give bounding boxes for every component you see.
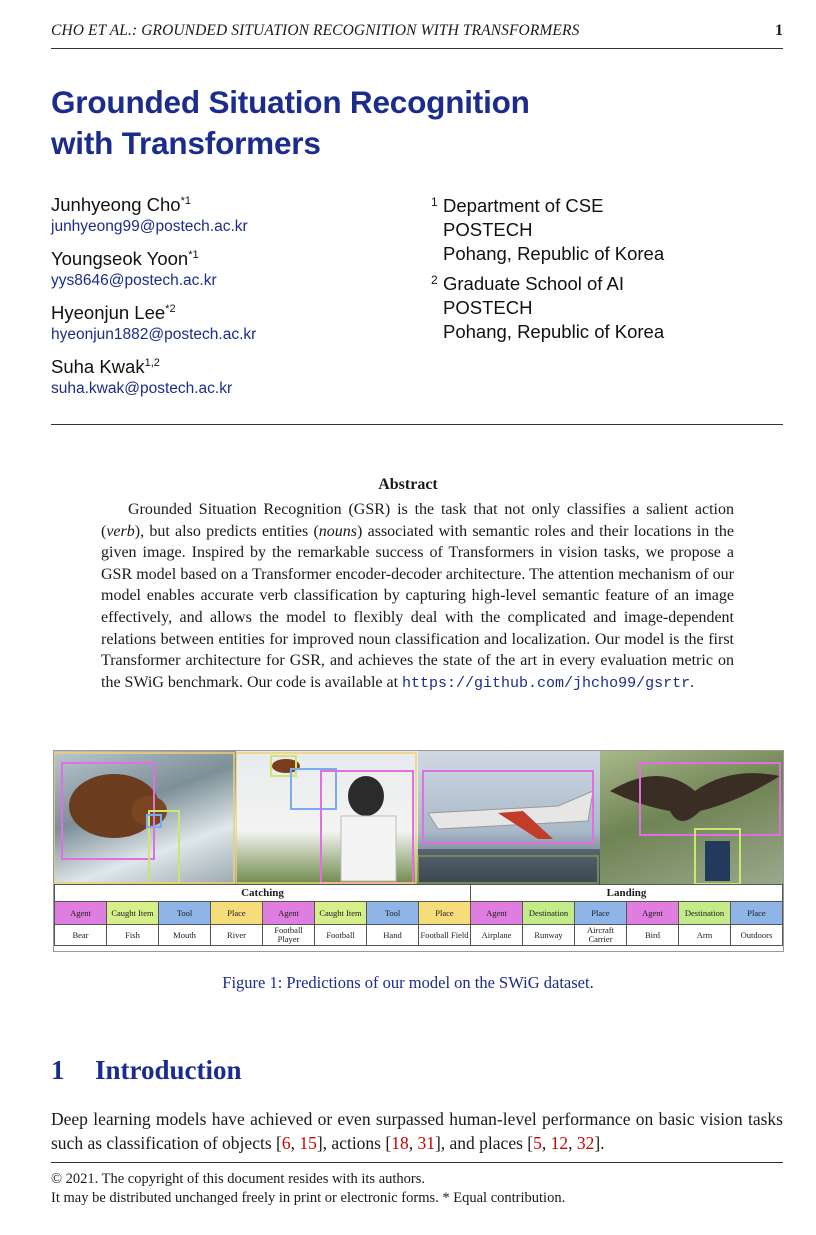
- citation-link[interactable]: 5: [533, 1132, 542, 1153]
- author-email[interactable]: yys8646@postech.ac.kr: [51, 272, 217, 289]
- figure-1: [53, 750, 784, 952]
- airplane-photo: [418, 751, 600, 884]
- role-cell: Agent: [55, 902, 107, 925]
- verb-label: Landing: [471, 885, 783, 902]
- role-cell: Caught Item: [315, 902, 367, 925]
- author-list: [51, 194, 256, 404]
- author-email[interactable]: suha.kwak@postech.ac.kr: [51, 380, 233, 397]
- value-cell: Hand: [367, 925, 419, 946]
- value-cell: River: [211, 925, 263, 946]
- paper-title: [51, 82, 530, 164]
- intro-paragraph: Deep learning models have achieved or even surpassed human-level performance on basic vision tasks such as classification of objects [6, 15], actions [18, 31], and places [5, 12, 32].: [51, 1109, 783, 1153]
- author-email[interactable]: junhyeong99@postech.ac.kr: [51, 218, 248, 235]
- page-number: 1: [775, 22, 783, 39]
- citation-link[interactable]: 6: [281, 1132, 291, 1153]
- value-cell: Football Field: [419, 925, 471, 946]
- football-photo: [236, 751, 418, 884]
- title-line-1: Grounded Situation Recognition: [51, 84, 530, 120]
- value-cell: Outdoors: [731, 925, 783, 946]
- value-cell: Aircraft Carrier: [575, 925, 627, 946]
- role-cell: Tool: [159, 902, 211, 925]
- author-name: Hyeonjun Lee$^{*2}$: [51, 302, 176, 323]
- value-cell: Bear: [55, 925, 107, 946]
- author-name: Suha Kwak$^{1,2}$: [51, 356, 160, 377]
- abstract-heading: Abstract: [378, 476, 438, 493]
- value-cell: Fish: [107, 925, 159, 946]
- section-number: 1: [51, 1055, 65, 1085]
- abstract-body: Grounded Situation Recognition (GSR) is the task that not only classifies a salient action (verb), but also predicts entities (nouns) associated with semantic roles and their locations in the given image. Inspired by the remarkable success of Transformers in vision tasks, we propose a GSR model based on a Transformer encoder-decoder architecture. The attention mechanism of our model enables accurate verb classification by capturing high-level semantic feature of an image effectively, and allows the model to flexibly deal with the complicated and image-dependent relations between entities for improved noun classification and localization. Our model is the first Transformer architecture for GSR, and achieves the state of the art in every evaluation metric on the SWiG benchmark. Our code is available at https://github.com/jhcho99/gsrtr.: [101, 501, 735, 692]
- role-cell: Agent: [471, 902, 523, 925]
- role-cell: Place: [731, 902, 783, 925]
- figure-caption: Figure 1: Predictions of our model on the SWiG dataset.: [222, 973, 594, 992]
- running-header: [51, 22, 783, 40]
- copyright-line: © 2021. The copyright of this document resides with its authors.: [51, 1171, 426, 1187]
- role-cell: Caught Item: [107, 902, 159, 925]
- affiliation-2: 2 Graduate School of AI POSTECH Pohang, Republic of Korea: [431, 273, 665, 342]
- role-cell: Place: [211, 902, 263, 925]
- value-cell: Mouth: [159, 925, 211, 946]
- role-cell: Destination: [679, 902, 731, 925]
- footer-note: [51, 1170, 565, 1208]
- role-cell: Destination: [523, 902, 575, 925]
- value-cell: Football Player: [263, 925, 315, 946]
- role-cell: Agent: [627, 902, 679, 925]
- bear-photo: [54, 751, 236, 884]
- bird-photo: [600, 751, 783, 884]
- value-cell: Arm: [679, 925, 731, 946]
- citation-link[interactable]: 18: [391, 1132, 409, 1153]
- title-line-2: with Transformers: [51, 125, 321, 161]
- code-link[interactable]: https://github.com/jhcho99/gsrtr: [402, 674, 691, 692]
- verb-label: Catching: [55, 885, 471, 902]
- role-cell: Place: [575, 902, 627, 925]
- value-cell: Football: [315, 925, 367, 946]
- running-title: CHO ET AL.: GROUNDED SITUATION RECOGNITION WITH TRANSFORMERS: [51, 22, 580, 39]
- section-heading: [51, 1055, 242, 1086]
- title-block-rule: [51, 424, 783, 425]
- role-table: [54, 884, 783, 946]
- citation-link[interactable]: 32: [576, 1132, 595, 1153]
- role-cell: Place: [419, 902, 471, 925]
- author-email[interactable]: hyeonjun1882@postech.ac.kr: [51, 326, 257, 343]
- citation-link[interactable]: 12: [550, 1132, 569, 1153]
- author-name: Youngseok Yoon$^{*1}$: [51, 248, 199, 269]
- footer-rule: [51, 1162, 783, 1163]
- role-cell: Agent: [263, 902, 315, 925]
- affiliation-1: 1 Department of CSE POSTECH Pohang, Republic of Korea: [431, 195, 665, 264]
- section-title: Introduction: [95, 1055, 242, 1085]
- role-cell: Tool: [367, 902, 419, 925]
- value-cell: Runway: [523, 925, 575, 946]
- author-name: Junhyeong Cho$^{*1}$: [51, 194, 192, 215]
- header-rule: [51, 48, 783, 49]
- value-cell: Bird: [627, 925, 679, 946]
- value-cell: Airplane: [471, 925, 523, 946]
- distribution-line: It may be distributed unchanged freely in print or electronic forms. * Equal contribution.: [51, 1190, 566, 1206]
- citation-link[interactable]: 15: [299, 1132, 317, 1153]
- citation-link[interactable]: 31: [417, 1132, 435, 1153]
